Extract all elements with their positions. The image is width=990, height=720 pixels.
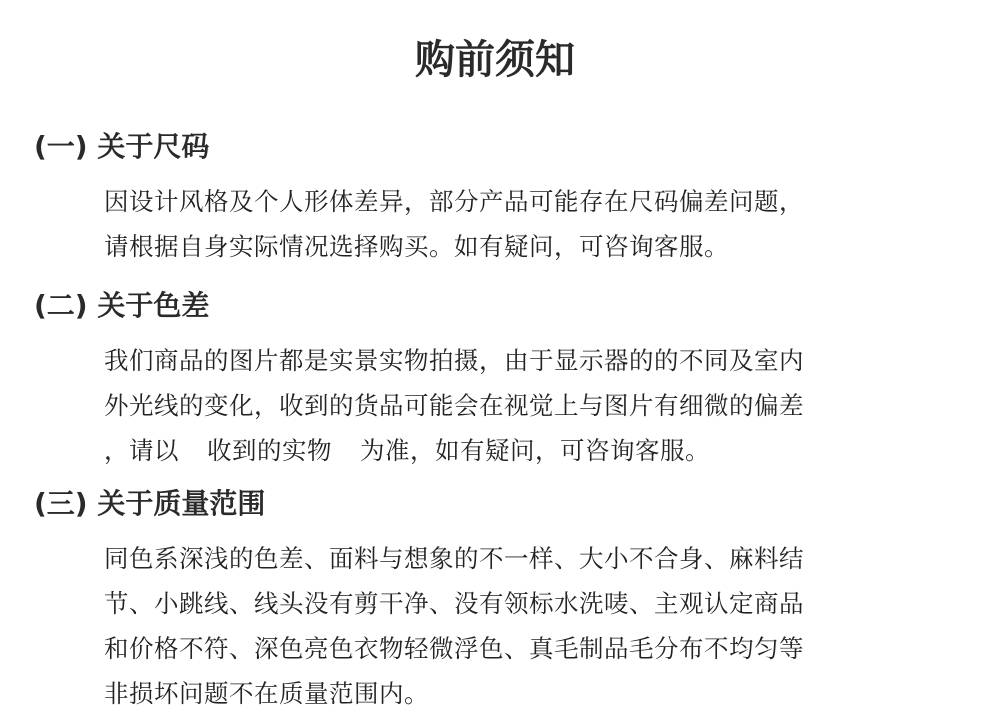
- section-paragraph: [34, 338, 964, 473]
- paragraph-line: 节、小跳线、线头没有剪干净、没有领标水洗唛、主观认定商品: [104, 589, 804, 618]
- paragraph-line: [104, 428, 964, 473]
- paragraph-line: 因设计风格及个人形体差异，部分产品可能存在尺码偏差问题，: [104, 187, 804, 216]
- line-text-before: ，请以: [104, 436, 179, 465]
- section-size: [34, 127, 964, 269]
- paragraph-line: 请根据自身实际情况选择购买。如有疑问，可咨询客服。: [104, 232, 729, 261]
- line-text-after: 为准，如有疑问，可咨询客服。: [360, 436, 710, 465]
- page-title: 购前须知: [415, 37, 575, 83]
- section-color-difference: [34, 286, 964, 473]
- section-quality-scope: [34, 484, 964, 716]
- paragraph-line: 非损坏问题不在质量范围内。: [104, 679, 429, 708]
- section-paragraph: [34, 179, 964, 269]
- paragraph-line: 我们商品的图片都是实景实物拍摄，由于显示器的的不同及室内: [104, 346, 804, 375]
- line-text-emphasis: 收到的实物: [207, 436, 332, 465]
- section-heading: (二) 关于色差: [34, 289, 210, 322]
- paragraph-line: 外光线的变化，收到的货品可能会在视觉上与图片有细微的偏差: [104, 391, 804, 420]
- paragraph-line: 同色系深浅的色差、面料与想象的不一样、大小不合身、麻料结: [104, 544, 804, 573]
- section-heading: (一) 关于尺码: [34, 130, 210, 163]
- section-paragraph: [34, 536, 964, 716]
- paragraph-line: 和价格不符、深色亮色衣物轻微浮色、真毛制品毛分布不均匀等: [104, 634, 804, 663]
- section-heading: (三) 关于质量范围: [34, 487, 266, 520]
